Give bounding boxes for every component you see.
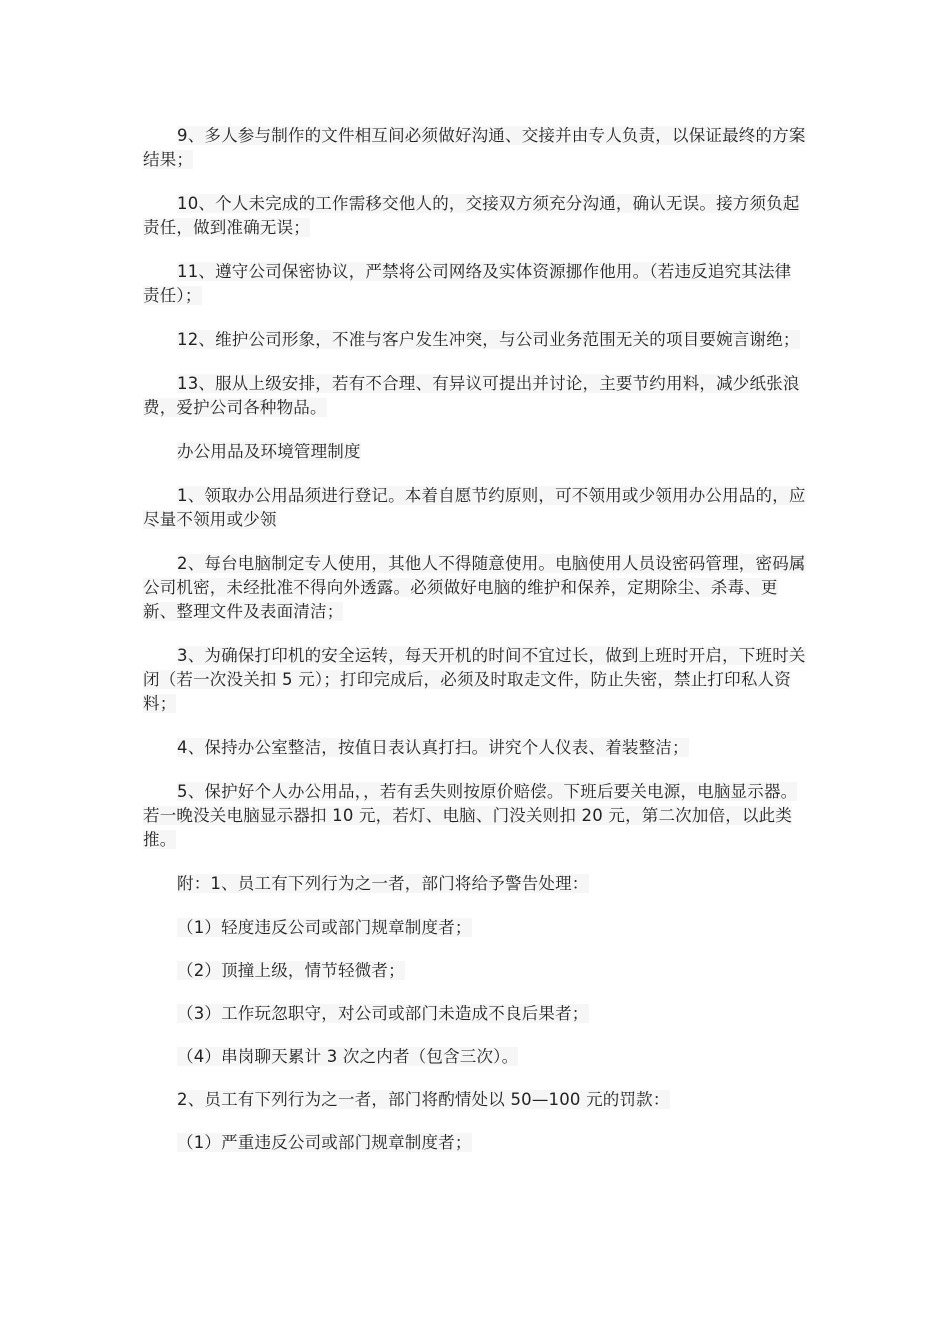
fine-item-1: （1）严重违反公司或部门规章制度者； (177, 1133, 472, 1152)
warning-item-3: （3）工作玩忽职守，对公司或部门未造成不良后果者； (177, 1004, 589, 1023)
office-rule-2: 2、每台电脑制定专人使用，其他人不得随意使用。电脑使用人员设密码管理，密码属公司机密，未经批准不得向外透露。必须做好电脑的维护和保养，定期除尘、杀毒、更新、整理文件及表面清洁； (143, 554, 806, 621)
section-heading-office-supplies: 办公用品及环境管理制度 (177, 442, 361, 461)
office-rule-4: 4、保持办公室整洁，按值日表认真打扫。讲究个人仪表、着装整洁； (177, 738, 689, 757)
warning-item-2: （2）顶撞上级，情节轻微者； (177, 961, 405, 980)
appendix-warning-heading: 附：1、员工有下列行为之一者，部门将给予警告处理： (177, 874, 589, 893)
office-rule-3: 3、为确保打印机的安全运转，每天开机的时间不宜过长，做到上班时开启，下班时关闭（若一次没关扣 5 元）；打印完成后，必须及时取走文件，防止失密，禁止打印私人资料； (143, 646, 806, 713)
fine-heading: 2、员工有下列行为之一者，部门将酌情处以 50—100 元的罚款： (177, 1090, 670, 1109)
warning-item-1: （1）轻度违反公司或部门规章制度者； (177, 918, 472, 937)
rule-item-10: 10、个人未完成的工作需移交他人的，交接双方须充分沟通，确认无误。接方须负起责任，做到准确无误； (143, 194, 800, 237)
warning-item-4: （4）串岗聊天累计 3 次之内者（包含三次）。 (177, 1047, 519, 1066)
rule-item-11: 11、遵守公司保密协议，严禁将公司网络及实体资源挪作他用。（若违反追究其法律责任）； (143, 262, 792, 305)
office-rule-1: 1、领取办公用品须进行登记。本着自愿节约原则，可不领用或少领用办公用品的，应尽量不领用或少领 (143, 486, 806, 529)
rule-item-13: 13、服从上级安排，若有不合理、有异议可提出并讨论，主要节约用料，减少纸张浪费，爱护公司各种物品。 (143, 374, 800, 417)
office-rule-5: 5、保护好个人办公用品，，若有丢失则按原价赔偿。下班后要关电源，电脑显示器。若一晚没关电脑显示器扣 10 元，若灯、电脑、门没关则扣 20 元，第二次加倍，以此类推。 (143, 782, 798, 849)
rule-item-12: 12、维护公司形象，不准与客户发生冲突，与公司业务范围无关的项目要婉言谢绝； (177, 330, 800, 349)
rule-item-9: 9、多人参与制作的文件相互间必须做好沟通、交接并由专人负责，以保证最终的方案结果； (143, 126, 806, 169)
document-body (143, 124, 808, 1174)
